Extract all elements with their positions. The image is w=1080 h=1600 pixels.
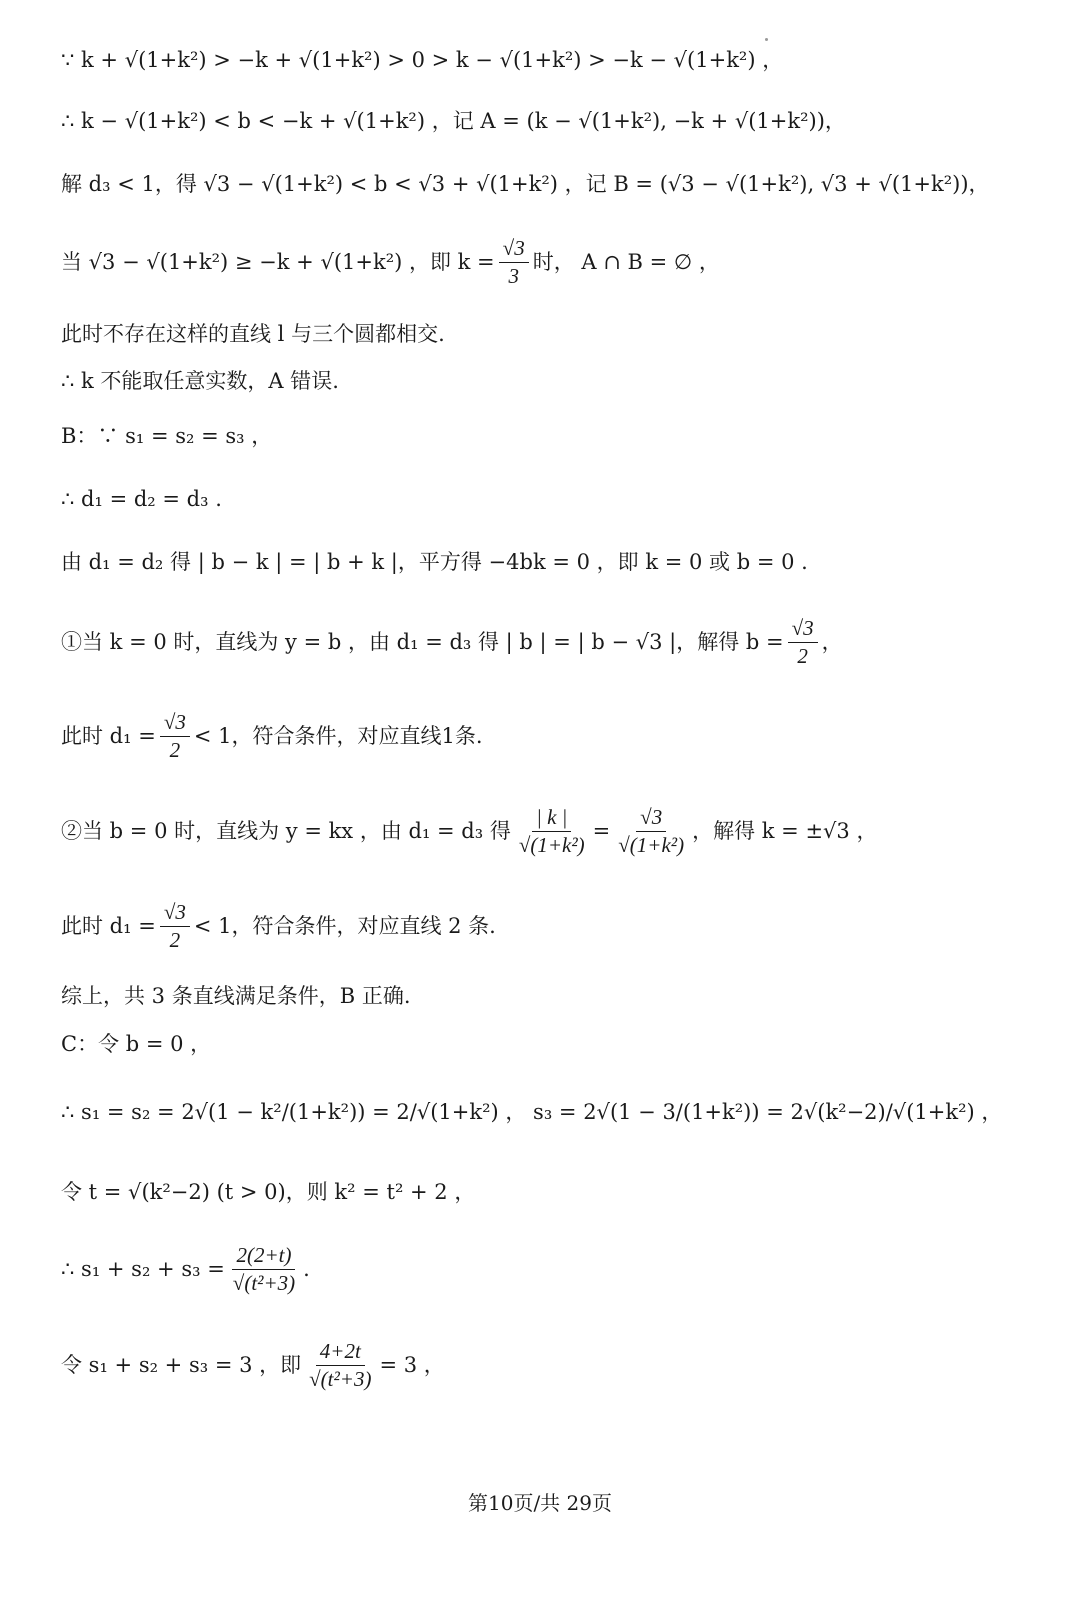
fraction: $\frac{√3}{2}$ <box>788 618 818 667</box>
text-line-13: 此时 d₁ = $\frac{√3}{2}$ < 1，符合条件，对应直线 2 条. <box>61 900 496 952</box>
text-line-12: ②当 b = 0 时，直线为 y = kx ，由 d₁ = d₃ 得 $\frac{| k |}{\text{√(1+k²)}}$ = $\frac{√3}{\text{√(1+k²)}}$ ，解得 k = ±√3 ， <box>61 805 878 857</box>
text-line-5: 此时不存在这样的直线 l 与三个圆都相交. <box>61 322 445 346</box>
fraction: $\frac{√3}{\text{√(1+k²)}}$ <box>618 805 685 857</box>
fraction: $\frac{√3}{2}$ <box>160 902 190 951</box>
text-line-3: 解 d₃ < 1，得 √3 − √(1+k²) < b < √3 + √(1+k²) ，记 B = (√3 − √(1+k²), √3 + √(1+k²))， <box>61 172 990 196</box>
text-line-9: 由 d₁ = d₂ 得 | b − k | = | b + k |，平方得 −4bk = 0 ，即 k = 0 或 b = 0 . <box>61 550 808 574</box>
text-line-6: ∴ k 不能取任意实数，A 错误. <box>61 369 339 393</box>
text-line-2: ∴ k − √(1+k²) < b < −k + √(1+k²) ，记 A = (k − √(1+k²), −k + √(1+k²))， <box>61 109 846 133</box>
page-footer: 第10页/共 29页 <box>468 1491 612 1515</box>
fraction: $\frac{4+2t}{\text{√(t²+3)}}$ <box>309 1339 372 1391</box>
text-line-11: 此时 d₁ = $\frac{√3}{2}$ < 1，符合条件，对应直线1条. <box>61 710 483 762</box>
text-line-10: ①当 k = 0 时，直线为 y = b ，由 d₁ = d₃ 得 | b | = | b − √3 |，解得 b = $\frac{√3}{2}$ ， <box>61 616 843 668</box>
text-line-15: C：令 b = 0 ， <box>61 1032 212 1056</box>
text-line-1: ∵ k + √(1+k²) > −k + √(1+k²) > 0 > k − √(1+k²) > −k − √(1+k²) ， <box>61 48 784 72</box>
fraction: $\frac{2(2+t)}{\text{√(t²+3)}}$ <box>232 1243 296 1295</box>
fraction: $\frac{√3}{2}$ <box>160 712 190 761</box>
line-4-pre: 当 √3 − √(1+k²) ≥ −k + √(1+k²) ，即 k = <box>61 250 495 274</box>
line-4-post: 时， A ∩ B = ∅ ， <box>532 250 720 274</box>
text-line-8: ∴ d₁ = d₂ = d₃ . <box>61 487 222 511</box>
fraction: $\frac{√3}{3}$ <box>499 238 529 287</box>
text-line-14: 综上，共 3 条直线满足条件，B 正确. <box>61 984 411 1008</box>
text-line-18: ∴ s₁ + s₂ + s₃ = $\frac{2(2+t)}{\text{√(t²+3)}}$ . <box>61 1243 310 1295</box>
fraction: $\frac{| k |}{\text{√(1+k²)}}$ <box>518 805 585 857</box>
stray-mark <box>765 38 768 41</box>
text-line-17: 令 t = √(k²−2) (t > 0)，则 k² = t² + 2 ， <box>61 1180 476 1204</box>
text-line-16: ∴ s₁ = s₂ = 2√(1 − k²/(1+k²)) = 2/√(1+k²) ， s₃ = 2√(1 − 3/(1+k²)) = 2√(k²−2)/√(1+k²) ， <box>61 1100 1003 1124</box>
text-line-19: 令 s₁ + s₂ + s₃ = 3 ，即 $\frac{4+2t}{\text{√(t²+3)}}$ = 3 ， <box>61 1339 445 1391</box>
text-line-7: B：∵ s₁ = s₂ = s₃ ， <box>61 424 273 448</box>
text-line-4 <box>61 238 1060 287</box>
